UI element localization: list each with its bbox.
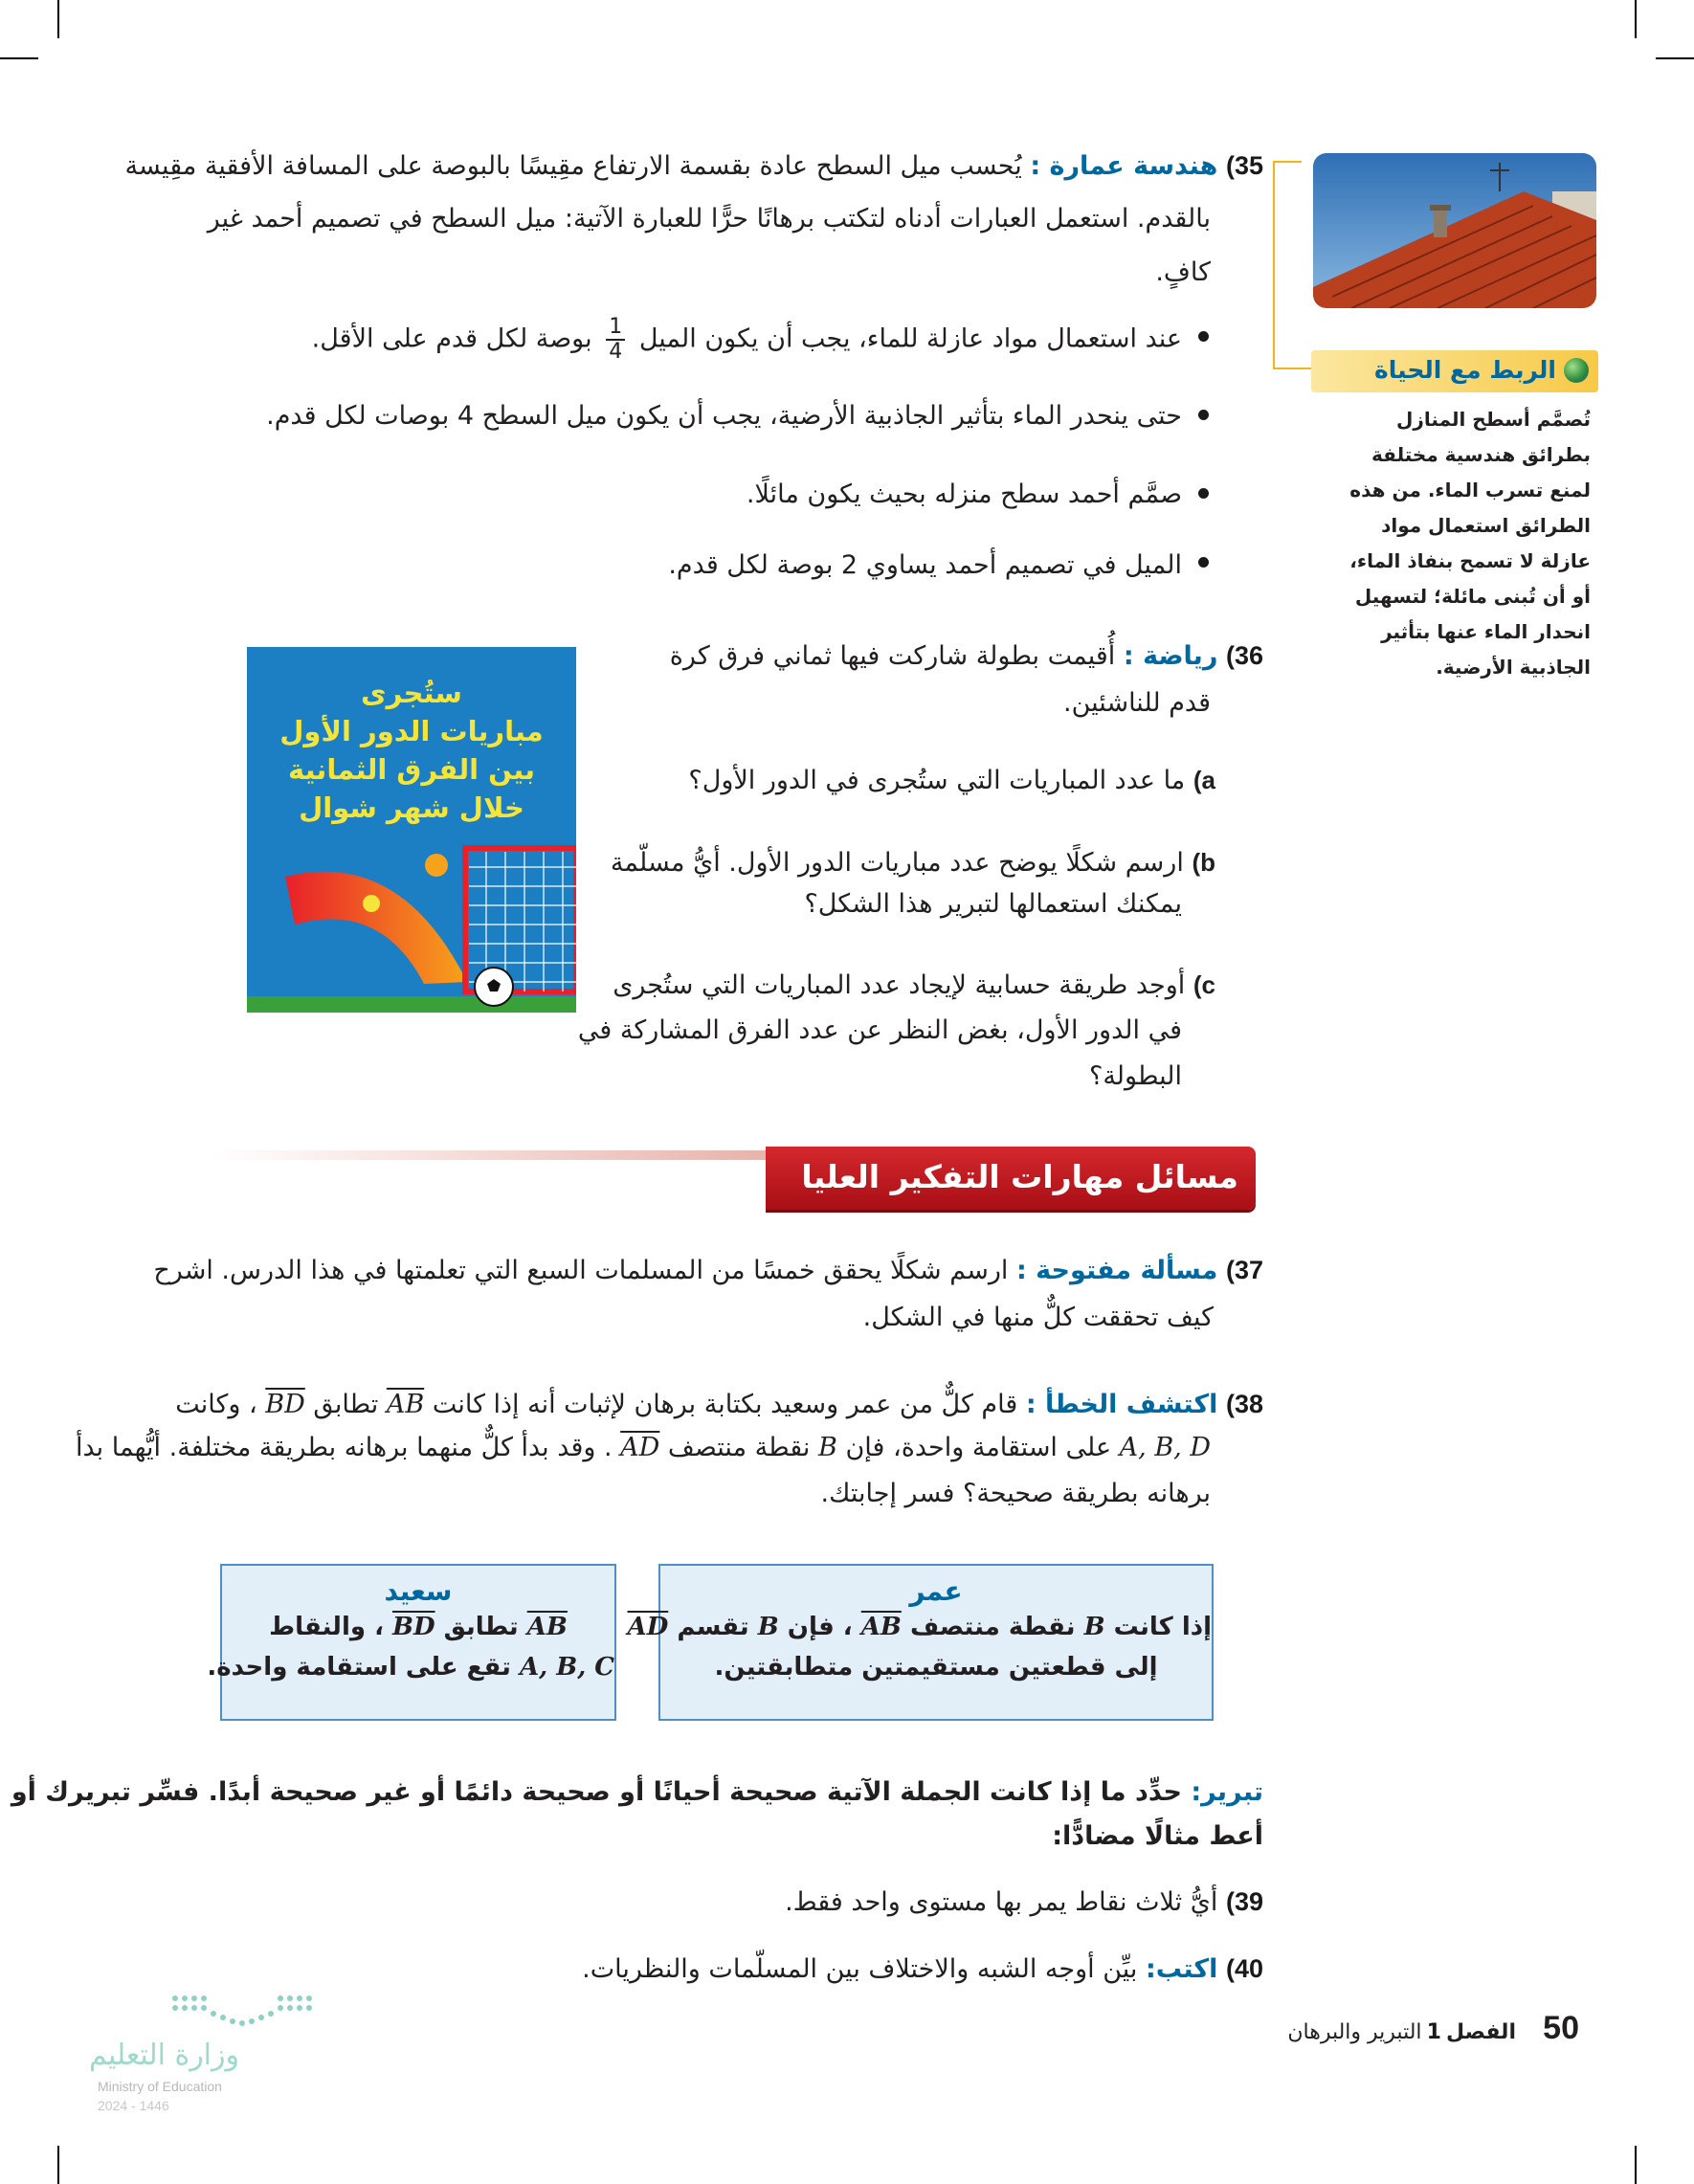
segment-ab: $\overline{AB}$ (526, 1613, 568, 1641)
q40 (249, 1949, 1263, 1990)
connection-line: تُصمَّم أسطح المنازل (1396, 408, 1591, 431)
bullet (1198, 488, 1209, 499)
poster-line: خلال شهر شوال (299, 791, 524, 824)
saeed-line1 (222, 1607, 614, 1647)
q40-text: بيِّن أوجه الشبه والاختلاف بين المسلّمات والنظريات. (582, 1954, 1138, 1984)
q35-bullet-2: حتى ينحدر الماء بتأثير الجاذبية الأرضية، يجب أن يكون ميل السطح 4 بوصات لكل قدم. (266, 401, 1182, 431)
connection-line: الجاذبية الأرضية. (1436, 656, 1591, 679)
q38-line3: برهانه بطريقة صحيحة؟ فسر إجابتك. (820, 1479, 1211, 1508)
bullet (1198, 410, 1209, 420)
part-text: ارسم شكلًا يوضح عدد مباريات الدور الأول. أيُّ مسلّمة (610, 848, 1184, 878)
q38-line1 (175, 1384, 1263, 1425)
box-text: ، والنقاط (269, 1613, 384, 1641)
roof-photo (1313, 153, 1596, 308)
segment-ad: $\overline{AD}$ (620, 1433, 660, 1462)
ministry-year: 2024 - 1446 (98, 2098, 169, 2113)
reasoning-line1 (11, 1772, 1263, 1813)
q37-line2: كيف تحققت كلٌّ منها في الشكل. (862, 1303, 1214, 1332)
q36-line1 (670, 635, 1263, 677)
points-abd: A, B, D (1119, 1433, 1211, 1462)
ministry-name-ar: وزارة التعليم (88, 2039, 239, 2072)
numerator: 1 (606, 316, 625, 341)
connection-line: الطرائق استعمال مواد (1381, 514, 1591, 537)
q36-b-line2: يمكنك استعمالها لتبرير هذا الشكل؟ (804, 889, 1182, 919)
connector-line (1273, 368, 1311, 369)
poster-line: ستُجرى (361, 677, 462, 709)
ministry-emblem-icon (167, 1991, 321, 2035)
q37-text: ارسم شكلًا يحقق خمسًا من المسلمات السبع التي تعلمتها في هذا الدرس. اشرح (153, 1256, 1009, 1285)
q36-label: رياضة : (1123, 641, 1218, 671)
banner-title: مسائل مهارات التفكير العليا (801, 1158, 1238, 1195)
q36-line2: قدم للناشئين. (1063, 688, 1211, 718)
segment-bd: $\overline{BD}$ (265, 1390, 305, 1419)
q37-number: 37) (1225, 1256, 1263, 1284)
q35-line2: بالقدم. استعمل العبارات أدناه لتكتب برهانًا حرًّا للعبارة الآتية: ميل السطح في تصميم أحمد غير (207, 204, 1211, 234)
page-number: 50 (1543, 2010, 1579, 2046)
page-footer (1148, 2010, 1579, 2047)
omar-line1 (627, 1607, 1212, 1647)
chapter-label: الفصل (1446, 2020, 1516, 2044)
q36-a (632, 760, 1215, 801)
point-b: B (818, 1433, 837, 1462)
bullet-text: عند استعمال مواد عازلة للماء، يجب أن يكون الميل (638, 323, 1182, 354)
connection-line: انحدار الماء عنها بتأثير (1381, 620, 1591, 643)
part-label: b) (1192, 848, 1215, 877)
segment-ad: $\overline{AD}$ (627, 1613, 669, 1641)
segment-ab: $\overline{AB}$ (386, 1390, 425, 1419)
crop-mark (57, 0, 59, 38)
points-abc: A, B, C (519, 1653, 614, 1682)
q39-number: 39) (1225, 1887, 1263, 1916)
bullet (1198, 331, 1209, 342)
q38-text: قام كلٌّ من عمر وسعيد بكتابة برهان لإثبات أنه إذا كانت (432, 1390, 1018, 1419)
omar-line2: إلى قطعتين مستقيمتين متطابقتين. (714, 1653, 1158, 1682)
ball-trajectory (285, 872, 467, 984)
q36-b (610, 842, 1215, 883)
box-text: تقسم (677, 1613, 749, 1641)
omar-name: عمر (909, 1575, 963, 1607)
q36-text: أُقيمت بطولة شاركت فيها ثماني فرق كرة (669, 641, 1116, 671)
q35-bullet-1 (287, 316, 1182, 364)
connection-text (1311, 402, 1591, 685)
denominator: 4 (609, 340, 623, 364)
q38-label: اكتشف الخطأ : (1025, 1390, 1218, 1419)
banner-stripe (211, 1150, 785, 1160)
omar-proof-box (627, 1564, 1214, 1721)
segment-bd: $\overline{BD}$ (392, 1613, 435, 1641)
q35-text: يُحسب ميل السطح عادة بقسمة الارتفاع مقِيسًا بالبوصة على المسافة الأفقية مقِيسة (124, 151, 1022, 181)
box-text: إذا كانت (1113, 1613, 1212, 1641)
q35-number: 35) (1225, 151, 1263, 180)
box-text: ، فإن (787, 1613, 853, 1641)
q35-line3: كافٍ. (1155, 257, 1211, 287)
q36-c-line3: البطولة؟ (1088, 1061, 1182, 1091)
part-text: أوجد طريقة حسابية لإيجاد عدد المباريات التي ستُجرى (613, 970, 1186, 1000)
q35-label: هندسة عمارة : (1030, 151, 1218, 181)
poster-line: مباريات الدور الأول (279, 715, 544, 747)
q37-label: مسألة مفتوحة : (1015, 1256, 1218, 1285)
q38-text: تطابق (313, 1390, 379, 1419)
goal-net-icon (465, 848, 576, 992)
ministry-logo (77, 1991, 306, 2134)
bullet (1198, 557, 1209, 568)
q40-label: اكتب: (1146, 1954, 1218, 1984)
reasoning-label: تبرير: (1191, 1777, 1263, 1807)
connection-line: بطرائق هندسية مختلفة (1371, 443, 1591, 466)
crop-mark (0, 57, 38, 59)
q38-line2 (75, 1428, 1211, 1468)
tournament-poster (247, 647, 576, 1013)
crop-mark (1635, 2146, 1637, 2184)
reasoning-text: حدِّد ما إذا كانت الجملة الآتية صحيحة أحيانًا أو صحيحة دائمًا أو غير صحيحة أبدًا. فسِّر تبريرك أو (11, 1777, 1182, 1807)
reasoning-line2: أعط مثالًا مضادًّا: (1052, 1821, 1263, 1851)
part-text: ما عدد المباريات التي ستُجرى في الدور الأول؟ (688, 766, 1186, 795)
box-text: تطابق (443, 1613, 519, 1641)
connection-line: أو أن تُبنى مائلة؛ لتسهيل (1354, 585, 1591, 608)
q36-c (613, 965, 1215, 1006)
hots-banner (766, 1147, 1256, 1210)
q36-number: 36) (1225, 641, 1263, 670)
q38-text: نقطة منتصف (667, 1433, 811, 1462)
q40-number: 40) (1225, 1954, 1263, 1983)
ministry-name-en: Ministry of Education (98, 2079, 222, 2094)
connector-line (1273, 161, 1302, 163)
point-b: B (1083, 1613, 1105, 1641)
q38-text: ، وكانت (175, 1390, 257, 1419)
poster-line: بين الفرق الثمانية (288, 753, 535, 786)
connection-title: الربط مع الحياة (1374, 356, 1556, 384)
q38-number: 38) (1225, 1390, 1263, 1418)
connection-line: لمنع تسرب الماء. من هذه (1349, 479, 1591, 501)
connection-bar (1311, 350, 1598, 392)
chapter-title: التبرير والبرهان (1287, 2020, 1422, 2044)
chapter-number: 1 (1426, 2020, 1441, 2044)
globe-icon (1564, 358, 1589, 383)
crop-mark (57, 2146, 59, 2184)
q39-text: أيُّ ثلاث نقاط يمر بها مستوى واحد فقط. (785, 1887, 1218, 1917)
segment-ab: $\overline{AB}$ (860, 1613, 902, 1641)
q38-text: على استقامة واحدة، فإن (845, 1433, 1112, 1462)
saeed-proof-box (207, 1564, 616, 1721)
saeed-line2 (207, 1647, 614, 1687)
fraction (606, 316, 625, 364)
crop-mark (1635, 0, 1637, 38)
q36-c-line2: في الدور الأول، بغض النظر عن عدد الفرق المشاركة في (577, 1015, 1182, 1045)
saeed-name: سعيد (384, 1575, 453, 1607)
box-text: نقطة منتصف (909, 1613, 1076, 1641)
connection-line: عازلة لا تسمح بنفاذ الماء، (1349, 549, 1591, 572)
box-text: تقع على استقامة واحدة. (207, 1653, 511, 1682)
bullet-text: بوصة لكل قدم على الأقل. (311, 323, 592, 354)
q35-bullet-4: الميل في تصميم أحمد يساوي 2 بوصة لكل قدم. (668, 550, 1182, 580)
part-label: a) (1192, 766, 1215, 794)
point-b: B (757, 1613, 779, 1641)
q35-bullet-3: صمَّم أحمد سطح منزله بحيث يكون مائلًا. (746, 479, 1182, 509)
q37-line1 (153, 1250, 1263, 1291)
connector-line (1273, 161, 1275, 369)
part-label: c) (1192, 970, 1215, 999)
q38-text: . وقد بدأ كلٌّ منهما برهانه بطريقة مختلفة. أيُّهما بدأ (75, 1433, 613, 1462)
crop-mark (1656, 57, 1694, 59)
q39 (249, 1882, 1263, 1923)
q35-line1 (124, 145, 1263, 187)
